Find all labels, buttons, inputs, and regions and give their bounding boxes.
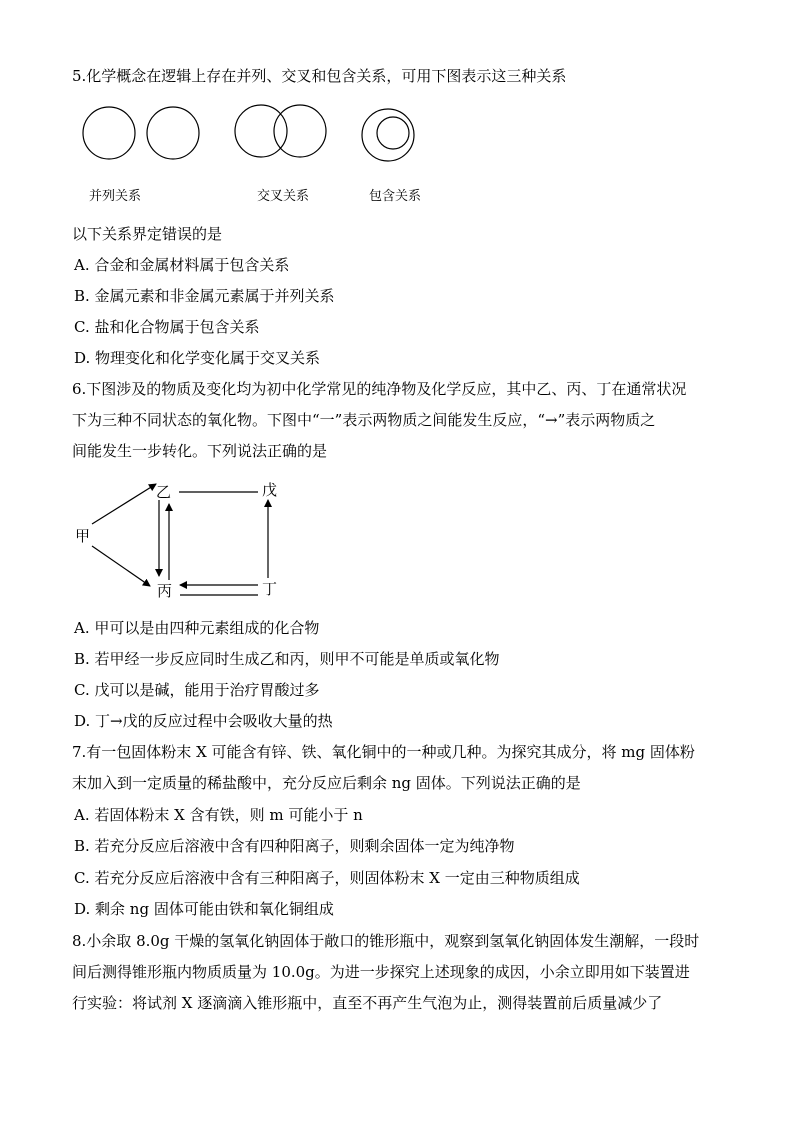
arrow-jia-to-yi [92, 484, 156, 524]
q6-stem-line-1: 6.下图涉及的物质及变化均为初中化学常见的纯净物及化学反应，其中乙、丙、丁在通常状况 [72, 380, 687, 398]
cross-circle-right [274, 105, 326, 157]
parallel-circle-right [147, 107, 199, 159]
node-wu: 戊 [262, 481, 278, 499]
q6-stem-line-3: 间能发生一步转化。下列说法正确的是 [72, 442, 328, 460]
q8-stem-line-2: 间后测得锥形瓶内物质质量为 10.0g。为进一步探究上述现象的成因，小余立即用如下装置进 [72, 963, 690, 981]
q7-stem-line-2: 末加入到一定质量的稀盐酸中，充分反应后剩余 ng 固体。下列说法正确的是 [72, 774, 581, 792]
parallel-circle-left [83, 107, 135, 159]
arrow-jia-to-bing [92, 546, 150, 586]
q8-stem-line-1: 8.小余取 8.0g 干燥的氢氧化钠固体于敞口的锥形瓶中，观察到氢氧化钠固体发生潮解，一段时 [72, 932, 700, 950]
caption-cross: 交叉关系 [257, 189, 310, 204]
node-yi: 乙 [156, 483, 172, 501]
contain-circle-inner [377, 117, 409, 149]
q7-option-a: A. 若固体粉末 X 含有铁，则 m 可能小于 n [74, 806, 363, 824]
contain-circle-outer [362, 109, 414, 161]
node-ding: 丁 [262, 580, 278, 598]
q6-option-c: C. 戊可以是碱，能用于治疗胃酸过多 [74, 681, 320, 699]
node-bing: 丙 [157, 582, 173, 600]
q7-option-c: C. 若充分反应后溶液中含有三种阳离子，则固体粉末 X 一定由三种物质组成 [74, 869, 580, 887]
q5-option-a: A. 合金和金属材料属于包含关系 [74, 256, 290, 274]
q7-option-b: B. 若充分反应后溶液中含有四种阳离子，则剩余固体一定为纯净物 [74, 837, 515, 855]
q6-option-a: A. 甲可以是由四种元素组成的化合物 [74, 619, 320, 637]
q6-relation-diagram [92, 484, 268, 595]
q6-stem-line-2: 下为三种不同状态的氧化物。下图中“一”表示两物质之间能发生反应，“→”表示两物质之 [72, 411, 656, 429]
q5-option-d: D. 物理变化和化学变化属于交叉关系 [74, 349, 321, 367]
q5-option-c: C. 盐和化合物属于包含关系 [74, 318, 260, 336]
q8-stem-line-3: 行实验：将试剂 X 逐滴滴入锥形瓶中，直至不再产生气泡为止，测得装置前后质量减少了 [72, 994, 663, 1012]
q5-stem: 5.化学概念在逻辑上存在并列、交叉和包含关系，可用下图表示这三种关系 [72, 67, 567, 85]
caption-contain: 包含关系 [369, 189, 422, 204]
q6-option-d: D. 丁→戊的反应过程中会吸收大量的热 [74, 712, 333, 730]
caption-parallel: 并列关系 [89, 189, 142, 204]
cross-circle-left [235, 105, 287, 157]
node-jia: 甲 [75, 527, 91, 545]
q5-question: 以下关系界定错误的是 [72, 225, 223, 243]
q6-option-b: B. 若甲经一步反应同时生成乙和丙，则甲不可能是单质或氧化物 [74, 650, 500, 668]
q7-stem-line-1: 7.有一包固体粉末 X 可能含有锌、铁、氧化铜中的一种或几种。为探究其成分，将 mg 固体粉 [72, 743, 695, 761]
q5-option-b: B. 金属元素和非金属元素属于并列关系 [74, 287, 335, 305]
q7-option-d: D. 剩余 ng 固体可能由铁和氧化铜组成 [74, 900, 334, 918]
